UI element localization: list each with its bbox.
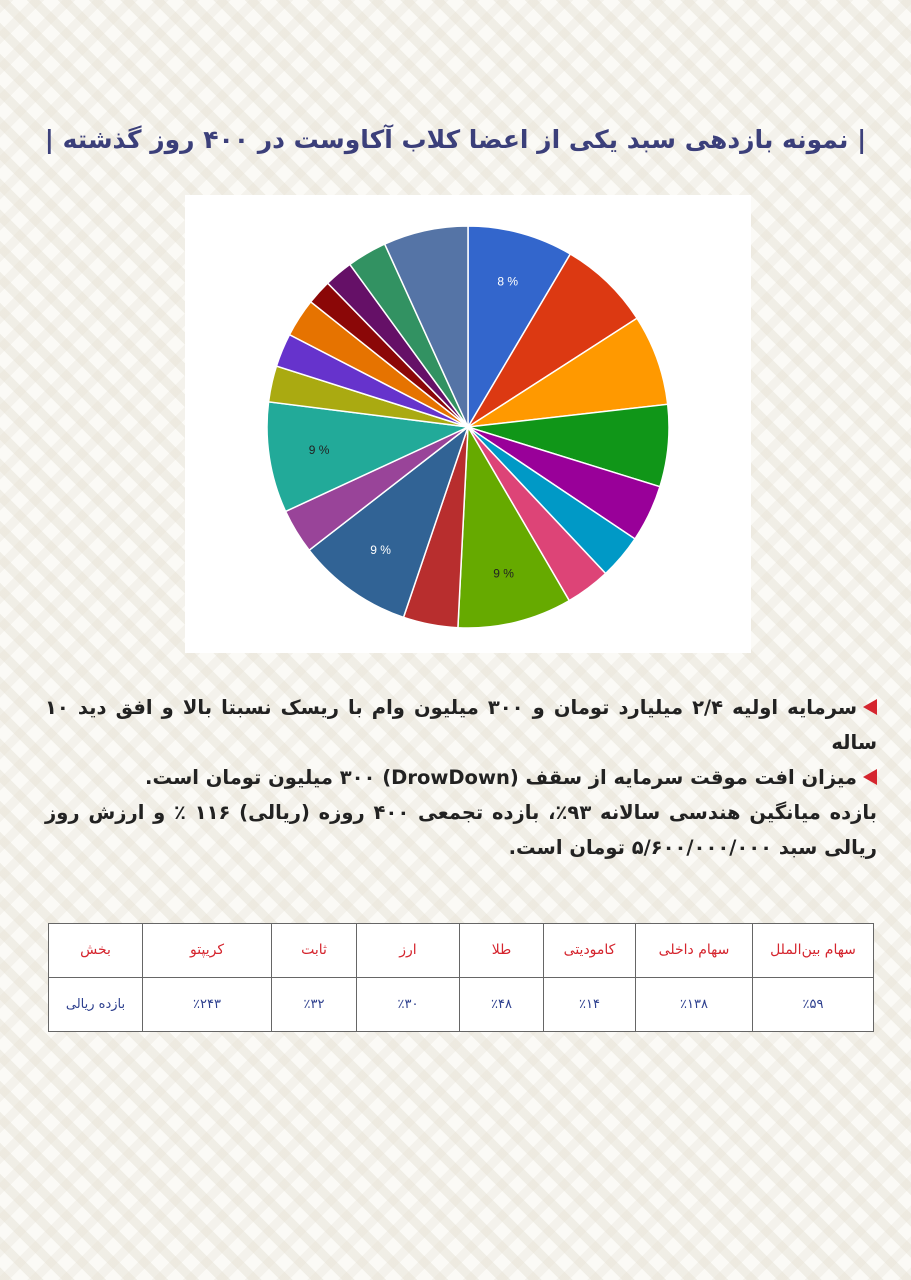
returns-table [48, 923, 874, 1032]
pie-slice-label: 9 % [493, 566, 514, 581]
header-fixed-income: ثابت [272, 924, 357, 978]
value-fixed-income: ٪۳۲ [272, 978, 357, 1032]
value-currency: ٪۳۰ [357, 978, 460, 1032]
header-currency: ارز [357, 924, 460, 978]
pie-slice-label: 9 % [370, 542, 391, 557]
table-header-row [49, 924, 874, 978]
page-title: | نمونه بازدهی سبد یکی از اعضا کلاب آکاوست در ۴۰۰ روز گذشته | [44, 125, 867, 154]
value-international-stocks: ٪۵۹ [753, 978, 874, 1032]
pie-slice-label: 9 % [308, 443, 330, 458]
pie-chart-panel [185, 195, 751, 653]
header-domestic-stocks: سهام داخلی [636, 924, 753, 978]
header-crypto: کریپتو [143, 924, 272, 978]
description-text [45, 690, 877, 865]
bullet-arrow-icon [863, 699, 877, 715]
value-commodity: ٪۱۴ [544, 978, 636, 1032]
table-row [49, 978, 874, 1032]
header-gold: طلا [460, 924, 544, 978]
header-commodity: کامودیتی [544, 924, 636, 978]
paragraph-returns: بازده میانگین هندسی سالانه ۹۳٪، بازده تجمعی ۴۰۰ روزه (ریالی) ۱۱۶ ٪ و ارزش روز ریالی سبد ۵/۶۰۰/۰۰۰/۰۰۰ تومان است. [45, 801, 878, 859]
paragraph-drawdown: میزان افت موقت سرمایه از سقف (DrowDown) ۳۰۰ میلیون تومان است. [45, 760, 877, 795]
value-domestic-stocks: ٪۱۳۸ [636, 978, 753, 1032]
header-sector: بخش [49, 924, 143, 978]
paragraph-initial-capital: سرمایه اولیه ۲/۴ میلیارد تومان و ۳۰۰ میلیون وام با ریسک نسبتا بالا و افق دید ۱۰ ساله [45, 696, 877, 754]
pie-slice-label: 8 % [497, 274, 519, 289]
row-label-rial-return: بازده ریالی [49, 978, 143, 1032]
value-gold: ٪۴۸ [460, 978, 544, 1032]
pie-chart [185, 195, 751, 653]
value-crypto: ٪۲۴۳ [143, 978, 272, 1032]
bullet-arrow-icon [863, 769, 877, 785]
header-international-stocks: سهام بین‌الملل [753, 924, 874, 978]
